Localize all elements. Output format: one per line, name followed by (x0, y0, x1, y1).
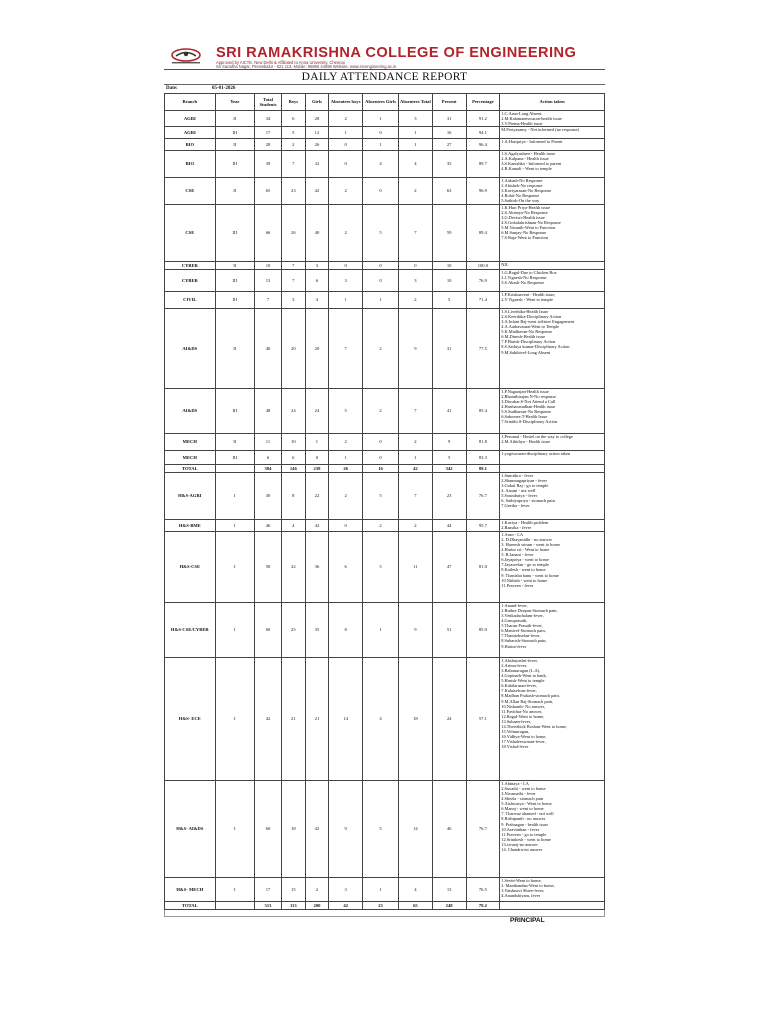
percentage-cell: 71.4 (466, 292, 500, 309)
total-students-cell: 7 (255, 292, 282, 309)
column-header: Total Students (255, 94, 282, 111)
absent-total-cell: 4 (399, 878, 433, 902)
present-cell: 41 (432, 389, 466, 434)
branch-cell: AI&DS (165, 309, 216, 389)
total-students-cell: 46 (255, 520, 282, 532)
percentage-cell: 81.8 (466, 434, 500, 451)
absent-boys-cell: 1 (329, 127, 363, 139)
branch-cell: MECH (165, 451, 216, 465)
boys-cell: 7 (282, 262, 306, 270)
table-row (165, 473, 605, 520)
absent-girls-cell: 4 (363, 151, 399, 178)
branch-cell: H&S-CSE/CYBER (165, 603, 216, 658)
table-header-row (165, 94, 605, 111)
absent-boys-cell: 2 (329, 111, 363, 127)
total-students-cell: 60 (255, 781, 282, 878)
table-row (165, 292, 605, 309)
blank-row (164, 910, 605, 917)
absent-boys-cell: 0 (329, 151, 363, 178)
present-cell: 46 (432, 781, 466, 878)
principal-label: PRINCIPAL (510, 917, 545, 925)
total-students-cell: 39 (255, 151, 282, 178)
branch-cell: TOTAL (165, 465, 216, 473)
present-cell: 10 (432, 262, 466, 270)
branch-cell: H&S-CSE (165, 532, 216, 603)
absent-total-cell: 11 (399, 532, 433, 603)
action-taken-cell: 1.Arun - LA 2. D.Dhayanidhi - no answer 3. Hareesh sriram - went to home 4.Harini sri - Went to home 5. R.Janani - fever 6.Jayapriya - went to home 7.Jayaseelan - go to temple 8.Kailesh - went to home 9. Thanisha banu - went to home 10.Nithish - went to home 11.Praveen - fever (500, 532, 605, 603)
girls-cell: 0 (305, 451, 329, 465)
percentage-cell: 81.0 (466, 532, 500, 603)
attendance-report-sheet (164, 44, 605, 926)
total-students-cell: 65 (255, 178, 282, 205)
table-row (165, 262, 605, 270)
boys-cell: 18 (282, 781, 306, 878)
girls-cell: 238 (305, 465, 329, 473)
absent-girls-cell: 1 (363, 139, 399, 151)
column-header: Action taken (500, 94, 605, 111)
girls-cell: 20 (305, 309, 329, 389)
boys-cell: 7 (282, 270, 306, 292)
absent-total-cell: 4 (399, 151, 433, 178)
absent-total-cell: 2 (399, 292, 433, 309)
college-affiliation: Approved by AICTE, New Delhi & Affiliated to Anna University, Chennai (216, 60, 345, 65)
absent-girls-cell: 1 (363, 878, 399, 902)
table-row (165, 781, 605, 878)
percentage-cell: 89.7 (466, 151, 500, 178)
absent-boys-cell: 3 (329, 270, 363, 292)
year-cell: I (215, 781, 254, 878)
branch-cell: H&S-BME (165, 520, 216, 532)
table-row (165, 603, 605, 658)
action-taken-cell: 1.Abinaya - LA 2.Suvathi - went to home 3.Nivamathi - fever 4.Sheela - stomach pain 5.Aishwarya - Went to home 6.Manoj - went to home 7. Tharwaz ahamed - not well 8.Rishipanth - no answer 9. Prabaagan - health issue 10.Aravinthan - fever 11.Praveen - go to temple 12.Srinikesh - went to home 13.sivaraj-no answer 14. Chandru-no answer (500, 781, 605, 878)
percentage-cell: 100.0 (466, 262, 500, 270)
action-taken-cell: 1.S.Agalyashree - Health issue 2.A.Kalpana - Health issue 3.S.Kanishka - Informed to parent 4.R.Kamali - Went to temple (500, 151, 605, 178)
branch-cell: H&S- ECE (165, 658, 216, 781)
total-row (165, 465, 605, 473)
action-taken-cell: 1.Anand-fever, 2.Ruthra Deepan-Stomach pain, 3.Venkadachalam-fever, 4.Guruprasath, 5.Tharun Prasath-fever, 6.Manivel-Stomach pain, 7.Thamizhselan-fever, 8.Subarish-Stomach pain, 9.Harini-fever (500, 603, 605, 658)
percentage-cell: 96.4 (466, 139, 500, 151)
percentage-cell: 94.1 (466, 127, 500, 139)
boys-cell: 5 (282, 127, 306, 139)
boys-cell: 25 (282, 603, 306, 658)
year-cell: I (215, 878, 254, 902)
year-cell (215, 902, 254, 910)
absent-total-cell: 2 (399, 178, 433, 205)
present-cell: 24 (432, 658, 466, 781)
column-header: Absentees Girls (363, 94, 399, 111)
boys-cell: 10 (282, 434, 306, 451)
boys-cell: 21 (282, 658, 306, 781)
girls-cell: 42 (305, 781, 329, 878)
boys-cell: 113 (282, 902, 306, 910)
girls-cell: 2 (305, 878, 329, 902)
branch-cell: TOTAL (165, 902, 216, 910)
present-cell: 13 (432, 878, 466, 902)
absent-girls-cell: 5 (363, 473, 399, 520)
action-taken-cell: NIL (500, 262, 605, 270)
absent-girls-cell: 23 (363, 902, 399, 910)
action-taken-cell: 1.A.Haripriya - Informed to Parent (500, 139, 605, 151)
absent-total-cell: 3 (399, 111, 433, 127)
girls-cell: 26 (305, 139, 329, 151)
girls-cell: 21 (305, 658, 329, 781)
absent-total-cell: 65 (399, 902, 433, 910)
total-students-cell: 17 (255, 878, 282, 902)
percentage-cell: 91.2 (466, 111, 500, 127)
absent-girls-cell: 16 (363, 465, 399, 473)
action-taken-cell: 1.Perumal - Hostel on the way to college 2.M.Athithya - Health issue (500, 434, 605, 451)
year-cell: II (215, 178, 254, 205)
girls-cell: 200 (305, 902, 329, 910)
table-row (165, 111, 605, 127)
absent-total-cell: 9 (399, 603, 433, 658)
present-cell: 31 (432, 309, 466, 389)
total-students-cell: 30 (255, 473, 282, 520)
absent-girls-cell: 2 (363, 309, 399, 389)
girls-cell: 40 (305, 205, 329, 262)
total-students-cell: 6 (255, 451, 282, 465)
action-taken-cell: 1.Aakash-No Response 2.Abishek-No response 3.Kaviyarasan-No Response 4.Rohit-No Response 5.Sathish-On the way (500, 178, 605, 205)
absent-girls-cell: 0 (363, 178, 399, 205)
year-cell: III (215, 292, 254, 309)
year-cell: I (215, 473, 254, 520)
report-title: DAILY ATTENDANCE REPORT (301, 71, 468, 83)
branch-cell: AI&DS (165, 389, 216, 434)
percentage-cell: 76.5 (466, 878, 500, 902)
total-students-cell: 28 (255, 139, 282, 151)
action-taken-cell (500, 902, 605, 910)
table-row (165, 532, 605, 603)
girls-cell: 1 (305, 434, 329, 451)
absent-girls-cell: 1 (363, 111, 399, 127)
absent-total-cell: 2 (399, 520, 433, 532)
absent-total-cell: 7 (399, 205, 433, 262)
year-cell: III (215, 270, 254, 292)
boys-cell: 24 (282, 389, 306, 434)
column-header: Absentees Total (399, 94, 433, 111)
percentage-cell: 89.4 (466, 205, 500, 262)
percentage-cell: 76.9 (466, 270, 500, 292)
total-students-cell: 58 (255, 532, 282, 603)
percentage-cell: 76.7 (466, 781, 500, 878)
total-students-cell: 34 (255, 111, 282, 127)
table-row (165, 878, 605, 902)
total-row (165, 902, 605, 910)
present-cell: 31 (432, 111, 466, 127)
absent-boys-cell: 0 (329, 139, 363, 151)
absent-boys-cell: 6 (329, 532, 363, 603)
absent-girls-cell: 0 (363, 434, 399, 451)
action-taken-cell: M.Periyasamy - Not informed (no response) (500, 127, 605, 139)
college-address: Sri Saradha Nagar, Perambalur - 621 113. Mobile: 96865 44698 Website: www.srcengineering.ac.in (216, 64, 397, 69)
present-cell: 35 (432, 151, 466, 178)
absent-total-cell: 7 (399, 389, 433, 434)
total-students-cell: 60 (255, 603, 282, 658)
absent-boys-cell: 0 (329, 262, 363, 270)
college-header (164, 44, 605, 68)
present-cell: 59 (432, 205, 466, 262)
year-cell: III (215, 205, 254, 262)
branch-cell: CIVIL (165, 292, 216, 309)
report-footer (164, 910, 605, 926)
year-cell: II (215, 262, 254, 270)
boys-cell: 7 (282, 151, 306, 178)
absent-girls-cell: 4 (363, 658, 399, 781)
absent-girls-cell: 1 (363, 292, 399, 309)
total-students-cell: 13 (255, 270, 282, 292)
date-value: 05-01-2026 (212, 86, 236, 91)
present-cell: 5 (432, 451, 466, 465)
total-students-cell: 11 (255, 434, 282, 451)
boys-cell: 22 (282, 532, 306, 603)
absent-total-cell: 2 (399, 434, 433, 451)
table-row (165, 309, 605, 389)
absent-boys-cell: 2 (329, 205, 363, 262)
boys-cell: 26 (282, 205, 306, 262)
boys-cell: 146 (282, 465, 306, 473)
absent-total-cell: 7 (399, 473, 433, 520)
percentage-cell: 57.1 (466, 658, 500, 781)
year-cell: I (215, 658, 254, 781)
table-row (165, 127, 605, 139)
table-row (165, 520, 605, 532)
total-students-cell: 10 (255, 262, 282, 270)
absent-girls-cell: 1 (363, 603, 399, 658)
present-cell: 5 (432, 292, 466, 309)
date-label: Date: (166, 86, 178, 91)
boys-cell: 20 (282, 309, 306, 389)
percentage-cell: 79.2 (466, 902, 500, 910)
present-cell: 47 (432, 532, 466, 603)
year-cell: II (215, 434, 254, 451)
total-students-cell: 42 (255, 658, 282, 781)
boys-cell: 6 (282, 111, 306, 127)
present-cell: 23 (432, 473, 466, 520)
action-taken-cell: 1.Akshayashri-fever, 2.Arima-fever, 3.Balamurugan (L.A), 4.Gopinath-Went to bank, 5.Harish-Went to temple 6.Kabilarasan-fever, 7.Kalaiselvan-fever, 8.Madhan Prakash-stomach pain, 9.M.Allan Raj-Stomach pain, 10.Nishanth- No answer, 11.Pavithra-No answer, 12.Ragul-Went to home, 13.Subaan-fever, 14.Theerthick Roshan-Went to home, 15.Velmurugan, 16.Vidhya-Went to home, 17.Vishaleeswaran-fever, 18.Vishal-fever (500, 658, 605, 781)
absent-boys-cell: 26 (329, 465, 363, 473)
absent-girls-cell: 0 (363, 262, 399, 270)
table-row (165, 178, 605, 205)
absent-total-cell: 0 (399, 262, 433, 270)
percentage-cell: 95.7 (466, 520, 500, 532)
action-taken-cell (500, 465, 605, 473)
girls-cell: 22 (305, 473, 329, 520)
table-row (165, 658, 605, 781)
absent-boys-cell: 9 (329, 781, 363, 878)
table-row (165, 151, 605, 178)
present-cell: 51 (432, 603, 466, 658)
column-header: Absentees boys (329, 94, 363, 111)
absent-girls-cell: 2 (363, 520, 399, 532)
absent-boys-cell: 2 (329, 473, 363, 520)
present-cell: 9 (432, 434, 466, 451)
year-cell: I (215, 532, 254, 603)
girls-cell: 28 (305, 111, 329, 127)
absent-girls-cell: 5 (363, 781, 399, 878)
absent-boys-cell: 3 (329, 878, 363, 902)
percentage-cell: 83.3 (466, 451, 500, 465)
total-students-cell: 384 (255, 465, 282, 473)
absent-total-cell: 14 (399, 781, 433, 878)
college-logo-icon (168, 47, 204, 65)
branch-cell: AGRI (165, 127, 216, 139)
girls-cell: 36 (305, 532, 329, 603)
absent-girls-cell: 0 (363, 270, 399, 292)
year-cell: II (215, 139, 254, 151)
total-students-cell: 17 (255, 127, 282, 139)
girls-cell: 4 (305, 292, 329, 309)
action-taken-cell: 1.Sevin-Went to home, 2. Manikandan-Went to home, 3.Vaishnavi Shree-fever, 4.Anandshiyam, fever (500, 878, 605, 902)
column-header: Year (215, 94, 254, 111)
present-cell: 44 (432, 520, 466, 532)
percentage-cell: 96.9 (466, 178, 500, 205)
year-cell: III (215, 127, 254, 139)
action-taken-cell: 1.S.Livethika-Health Issue 2.S.Keerthika-Disciplinary Action 3.A.Infant Raj-went toSister Engagement 4.A.Aathavanan-Went to Temple 5.K.Madhavan-No Response 6.M.Dinesh-Health issue 7.P.Harish-Disciplinary Action 8.S.Sathiya kumar-Disciplinary Action 9.M.Sakthivel-Long Absent (500, 309, 605, 389)
action-taken-cell: 1.Sumithra - fever 2.Shanmugapriyan - fever 3.Gokul Raj - go to temple 4. Aarani - not well 5.Soundariya - fever 6. Sathiyapriya - stomach pain 7.Geetha - fever (500, 473, 605, 520)
branch-cell: MECH (165, 434, 216, 451)
absent-total-cell: 1 (399, 451, 433, 465)
year-cell: III (215, 451, 254, 465)
branch-cell: H&S- MECH (165, 878, 216, 902)
absent-boys-cell: 7 (329, 309, 363, 389)
branch-cell: CYBER (165, 270, 216, 292)
absent-boys-cell: 2 (329, 178, 363, 205)
college-name: SRI RAMAKRISHNA COLLEGE OF ENGINEERING (216, 45, 577, 61)
branch-cell: H&S-AGRI (165, 473, 216, 520)
absent-total-cell: 1 (399, 127, 433, 139)
table-row (165, 139, 605, 151)
absent-total-cell: 9 (399, 309, 433, 389)
absent-boys-cell: 8 (329, 603, 363, 658)
absent-boys-cell: 14 (329, 658, 363, 781)
boys-cell: 15 (282, 878, 306, 902)
total-students-cell: 313 (255, 902, 282, 910)
absent-girls-cell: 2 (363, 389, 399, 434)
action-taken-cell: 1.P.Nagarajan-Health issue 2.Bharathirajan.N-No response 3.Diwakar.S-Not Attend a Call 4.Hariharasudhan-Health issue 5.S.Sudharsan-No Response 6.Sabomee.T-Health Issue 7.Srinithi.S-Disciplinary Action (500, 389, 605, 434)
boys-cell: 3 (282, 292, 306, 309)
total-students-cell: 40 (255, 309, 282, 389)
absent-total-cell: 42 (399, 465, 433, 473)
percentage-cell: 85.0 (466, 603, 500, 658)
table-body (165, 111, 605, 910)
absent-girls-cell: 5 (363, 532, 399, 603)
girls-cell: 6 (305, 270, 329, 292)
year-cell: III (215, 151, 254, 178)
column-header: Girls (305, 94, 329, 111)
table-row (165, 389, 605, 434)
year-cell (215, 465, 254, 473)
absent-total-cell: 3 (399, 270, 433, 292)
absent-total-cell: 18 (399, 658, 433, 781)
year-cell: III (215, 389, 254, 434)
total-students-cell: 48 (255, 389, 282, 434)
column-header: Present (432, 94, 466, 111)
percentage-cell: 89.1 (466, 465, 500, 473)
girls-cell: 42 (305, 178, 329, 205)
year-cell: II (215, 111, 254, 127)
branch-cell: H&S- AI&DS (165, 781, 216, 878)
absent-boys-cell: 2 (329, 434, 363, 451)
table-row (165, 205, 605, 262)
absent-girls-cell: 5 (363, 205, 399, 262)
percentage-cell: 76.7 (466, 473, 500, 520)
present-cell: 10 (432, 270, 466, 292)
girls-cell: 12 (305, 127, 329, 139)
action-taken-cell: 1.K.Hari Priya-Health issue 2.S.Abinaya-No Response 3.G.Devisri-Health issue 4.S.Gokulakrishnan-No Response 5.M.Vasanth-Went to Function 6.M.Sanjay-No Response 7.S.Raja-Went to Function (500, 205, 605, 262)
date-row (164, 84, 605, 93)
year-cell: I (215, 520, 254, 532)
absent-boys-cell: 42 (329, 902, 363, 910)
percentage-cell: 85.4 (466, 389, 500, 434)
action-taken-cell: 1.G.Ragul-Due to Chicken Box 2.J.Vignesh-No Response 3.S.Akash-No Response (500, 270, 605, 292)
action-taken-cell: 1.P.Krishnaveni - Health issue, 2.V.Vignesh - Went to temple (500, 292, 605, 309)
year-cell: II (215, 309, 254, 389)
girls-cell: 24 (305, 389, 329, 434)
total-students-cell: 66 (255, 205, 282, 262)
present-cell: 27 (432, 139, 466, 151)
absent-boys-cell: 5 (329, 389, 363, 434)
action-taken-cell: 1.yogeswaran-disciplinary action taken (500, 451, 605, 465)
percentage-cell: 77.5 (466, 309, 500, 389)
table-row (165, 270, 605, 292)
present-cell: 16 (432, 127, 466, 139)
present-cell: 248 (432, 902, 466, 910)
absent-girls-cell: 0 (363, 451, 399, 465)
boys-cell: 4 (282, 520, 306, 532)
present-cell: 63 (432, 178, 466, 205)
branch-cell: BIO (165, 151, 216, 178)
column-header: Branch (165, 94, 216, 111)
branch-cell: CSE (165, 178, 216, 205)
attendance-table (164, 93, 605, 910)
branch-cell: CYBER (165, 262, 216, 270)
table-row (165, 434, 605, 451)
absent-total-cell: 1 (399, 139, 433, 151)
absent-boys-cell: 1 (329, 292, 363, 309)
action-taken-cell: 1.Kaviya - Health problem 2.Raasika - fever (500, 520, 605, 532)
branch-cell: AGRI (165, 111, 216, 127)
girls-cell: 35 (305, 603, 329, 658)
absent-boys-cell: 0 (329, 520, 363, 532)
year-cell: I (215, 603, 254, 658)
branch-cell: BIO (165, 139, 216, 151)
boys-cell: 2 (282, 139, 306, 151)
action-taken-cell: 1.C.Arun-Long Absent 2.M.Kalamaneswaran-health issue 3.V.Prema-Health issue (500, 111, 605, 127)
girls-cell: 42 (305, 520, 329, 532)
absent-girls-cell: 0 (363, 127, 399, 139)
absent-boys-cell: 1 (329, 451, 363, 465)
boys-cell: 6 (282, 451, 306, 465)
present-cell: 342 (432, 465, 466, 473)
branch-cell: CSE (165, 205, 216, 262)
boys-cell: 23 (282, 178, 306, 205)
column-header: Percentage (466, 94, 500, 111)
column-header: Boys (282, 94, 306, 111)
table-row (165, 451, 605, 465)
boys-cell: 8 (282, 473, 306, 520)
girls-cell: 32 (305, 151, 329, 178)
girls-cell: 3 (305, 262, 329, 270)
